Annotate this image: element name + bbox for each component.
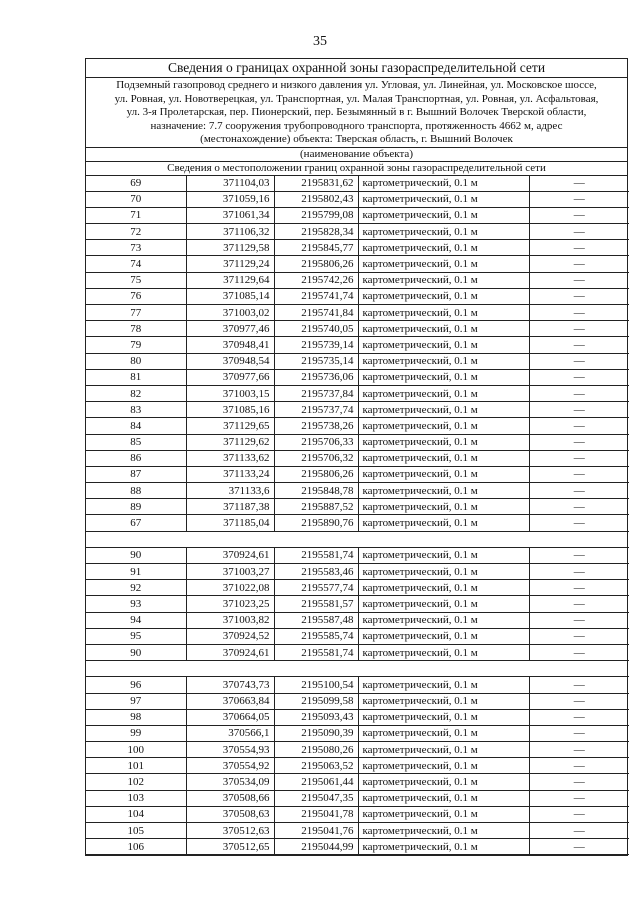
note-cell: —	[529, 758, 629, 774]
note-cell: —	[529, 790, 629, 806]
x-coordinate-cell: 371059,16	[186, 191, 274, 207]
y-coordinate-cell: 2195577,74	[274, 580, 358, 596]
table-row	[86, 564, 629, 580]
description-line: Подземный газопровод среднего и низкого давления ул. Угловая, ул. Линейная, ул. Московское шоссе,	[116, 79, 597, 91]
separator-row	[86, 661, 629, 677]
table-row	[86, 418, 629, 434]
x-coordinate-cell: 370924,61	[186, 547, 274, 563]
point-number-cell: 69	[86, 176, 186, 192]
point-number-cell: 96	[86, 677, 186, 693]
x-coordinate-cell: 371129,58	[186, 240, 274, 256]
method-cell: картометрический, 0.1 м	[358, 596, 529, 612]
note-cell: —	[529, 596, 629, 612]
point-number-cell: 88	[86, 483, 186, 499]
table-row	[86, 240, 629, 256]
x-coordinate-cell: 370924,52	[186, 628, 274, 644]
table-row	[86, 709, 629, 725]
table-row	[86, 499, 629, 515]
table-row	[86, 742, 629, 758]
point-number-cell: 74	[86, 256, 186, 272]
point-number-cell: 90	[86, 644, 186, 660]
table-row	[86, 353, 629, 369]
note-cell: —	[529, 644, 629, 660]
coordinates-table-body	[86, 176, 629, 855]
note-cell: —	[529, 385, 629, 401]
x-coordinate-cell: 370977,66	[186, 369, 274, 385]
y-coordinate-cell: 2195887,52	[274, 499, 358, 515]
point-number-cell: 85	[86, 434, 186, 450]
page-number: 35	[313, 34, 327, 49]
y-coordinate-cell: 2195736,06	[274, 369, 358, 385]
table-row	[86, 515, 629, 531]
point-number-cell: 72	[86, 224, 186, 240]
note-cell: —	[529, 839, 629, 855]
x-coordinate-cell: 371023,25	[186, 596, 274, 612]
method-cell: картометрический, 0.1 м	[358, 402, 529, 418]
method-cell: картометрический, 0.1 м	[358, 191, 529, 207]
x-coordinate-cell: 370566,1	[186, 725, 274, 741]
table-row	[86, 628, 629, 644]
y-coordinate-cell: 2195583,46	[274, 564, 358, 580]
empty-cell	[86, 661, 629, 677]
x-coordinate-cell: 371003,15	[186, 385, 274, 401]
table-row	[86, 207, 629, 223]
point-number-cell: 93	[86, 596, 186, 612]
point-number-cell: 92	[86, 580, 186, 596]
note-cell: —	[529, 369, 629, 385]
location-heading: Сведения о местоположении границ охранной зоны газораспределительной сети	[86, 162, 627, 176]
table-row	[86, 774, 629, 790]
point-number-cell: 86	[86, 450, 186, 466]
note-cell: —	[529, 483, 629, 499]
y-coordinate-cell: 2195585,74	[274, 628, 358, 644]
x-coordinate-cell: 371085,16	[186, 402, 274, 418]
description-line: назначение: 7.7 сооружения трубопроводного транспорта, протяженность 4662 м, адрес	[150, 119, 563, 132]
point-number-cell: 104	[86, 806, 186, 822]
note-cell: —	[529, 693, 629, 709]
method-cell: картометрический, 0.1 м	[358, 369, 529, 385]
table-row	[86, 321, 629, 337]
method-cell: картометрический, 0.1 м	[358, 288, 529, 304]
table-row	[86, 693, 629, 709]
note-cell: —	[529, 499, 629, 515]
table-row	[86, 806, 629, 822]
y-coordinate-cell: 2195706,33	[274, 434, 358, 450]
x-coordinate-cell: 371187,38	[186, 499, 274, 515]
note-cell: —	[529, 515, 629, 531]
point-number-cell: 100	[86, 742, 186, 758]
y-coordinate-cell: 2195828,34	[274, 224, 358, 240]
y-coordinate-cell: 2195806,26	[274, 466, 358, 482]
y-coordinate-cell: 2195740,05	[274, 321, 358, 337]
method-cell: картометрический, 0.1 м	[358, 466, 529, 482]
note-cell: —	[529, 823, 629, 839]
table-row	[86, 385, 629, 401]
point-number-cell: 67	[86, 515, 186, 531]
table-row	[86, 466, 629, 482]
x-coordinate-cell: 370534,09	[186, 774, 274, 790]
note-cell: —	[529, 176, 629, 192]
x-coordinate-cell: 370512,63	[186, 823, 274, 839]
y-coordinate-cell: 2195737,84	[274, 385, 358, 401]
method-cell: картометрический, 0.1 м	[358, 483, 529, 499]
table-row	[86, 256, 629, 272]
y-coordinate-cell: 2195587,48	[274, 612, 358, 628]
table-row	[86, 677, 629, 693]
y-coordinate-cell: 2195741,74	[274, 288, 358, 304]
y-coordinate-cell: 2195581,74	[274, 644, 358, 660]
x-coordinate-cell: 371185,04	[186, 515, 274, 531]
separator-row	[86, 531, 629, 547]
note-cell: —	[529, 806, 629, 822]
point-number-cell: 105	[86, 823, 186, 839]
description-line: ул. 3-я Пролетарская, пер. Пионерский, пер. Безымянный в г. Вышний Волочек Тверской области,	[126, 106, 587, 118]
point-number-cell: 82	[86, 385, 186, 401]
y-coordinate-cell: 2195063,52	[274, 758, 358, 774]
method-cell: картометрический, 0.1 м	[358, 207, 529, 223]
method-cell: картометрический, 0.1 м	[358, 434, 529, 450]
y-coordinate-cell: 2195047,35	[274, 790, 358, 806]
note-cell: —	[529, 224, 629, 240]
y-coordinate-cell: 2195581,74	[274, 547, 358, 563]
note-cell: —	[529, 628, 629, 644]
y-coordinate-cell: 2195093,43	[274, 709, 358, 725]
table-row	[86, 790, 629, 806]
point-number-cell: 89	[86, 499, 186, 515]
method-cell: картометрический, 0.1 м	[358, 240, 529, 256]
y-coordinate-cell: 2195845,77	[274, 240, 358, 256]
x-coordinate-cell: 371104,03	[186, 176, 274, 192]
note-cell: —	[529, 418, 629, 434]
y-coordinate-cell: 2195044,99	[274, 839, 358, 855]
point-number-cell: 79	[86, 337, 186, 353]
note-cell: —	[529, 191, 629, 207]
method-cell: картометрический, 0.1 м	[358, 774, 529, 790]
section-title: Сведения о границах охранной зоны газораспределительной сети	[86, 59, 627, 78]
note-cell: —	[529, 256, 629, 272]
x-coordinate-cell: 370512,65	[186, 839, 274, 855]
x-coordinate-cell: 371129,24	[186, 256, 274, 272]
method-cell: картометрический, 0.1 м	[358, 337, 529, 353]
y-coordinate-cell: 2195735,14	[274, 353, 358, 369]
method-cell: картометрический, 0.1 м	[358, 644, 529, 660]
note-cell: —	[529, 288, 629, 304]
method-cell: картометрический, 0.1 м	[358, 839, 529, 855]
table-row	[86, 823, 629, 839]
y-coordinate-cell: 2195099,58	[274, 693, 358, 709]
point-number-cell: 101	[86, 758, 186, 774]
method-cell: картометрический, 0.1 м	[358, 709, 529, 725]
table-row	[86, 839, 629, 855]
note-cell: —	[529, 564, 629, 580]
note-cell: —	[529, 434, 629, 450]
y-coordinate-cell: 2195061,44	[274, 774, 358, 790]
x-coordinate-cell: 371003,02	[186, 305, 274, 321]
point-number-cell: 102	[86, 774, 186, 790]
x-coordinate-cell: 371129,62	[186, 434, 274, 450]
note-cell: —	[529, 774, 629, 790]
method-cell: картометрический, 0.1 м	[358, 677, 529, 693]
table-row	[86, 224, 629, 240]
point-number-cell: 80	[86, 353, 186, 369]
x-coordinate-cell: 370948,41	[186, 337, 274, 353]
point-number-cell: 106	[86, 839, 186, 855]
note-cell: —	[529, 272, 629, 288]
method-cell: картометрический, 0.1 м	[358, 176, 529, 192]
note-cell: —	[529, 677, 629, 693]
y-coordinate-cell: 2195848,78	[274, 483, 358, 499]
y-coordinate-cell: 2195738,26	[274, 418, 358, 434]
x-coordinate-cell: 371085,14	[186, 288, 274, 304]
x-coordinate-cell: 370508,63	[186, 806, 274, 822]
x-coordinate-cell: 370554,92	[186, 758, 274, 774]
method-cell: картометрический, 0.1 м	[358, 693, 529, 709]
x-coordinate-cell: 371003,82	[186, 612, 274, 628]
point-number-cell: 90	[86, 547, 186, 563]
table-row	[86, 288, 629, 304]
method-cell: картометрический, 0.1 м	[358, 628, 529, 644]
note-cell: —	[529, 402, 629, 418]
table-row	[86, 402, 629, 418]
method-cell: картометрический, 0.1 м	[358, 564, 529, 580]
table-row	[86, 725, 629, 741]
x-coordinate-cell: 371129,64	[186, 272, 274, 288]
method-cell: картометрический, 0.1 м	[358, 418, 529, 434]
y-coordinate-cell: 2195739,14	[274, 337, 358, 353]
table-row	[86, 272, 629, 288]
note-cell: —	[529, 466, 629, 482]
method-cell: картометрический, 0.1 м	[358, 742, 529, 758]
method-cell: картометрический, 0.1 м	[358, 272, 529, 288]
note-cell: —	[529, 240, 629, 256]
point-number-cell: 103	[86, 790, 186, 806]
x-coordinate-cell: 370663,84	[186, 693, 274, 709]
y-coordinate-cell: 2195741,84	[274, 305, 358, 321]
y-coordinate-cell: 2195041,76	[274, 823, 358, 839]
y-coordinate-cell: 2195737,74	[274, 402, 358, 418]
point-number-cell: 95	[86, 628, 186, 644]
x-coordinate-cell: 370743,73	[186, 677, 274, 693]
point-number-cell: 97	[86, 693, 186, 709]
point-number-cell: 91	[86, 564, 186, 580]
x-coordinate-cell: 371133,6	[186, 483, 274, 499]
method-cell: картометрический, 0.1 м	[358, 385, 529, 401]
method-cell: картометрический, 0.1 м	[358, 256, 529, 272]
x-coordinate-cell: 371106,32	[186, 224, 274, 240]
note-cell: —	[529, 450, 629, 466]
x-coordinate-cell: 370554,93	[186, 742, 274, 758]
note-cell: —	[529, 580, 629, 596]
boundary-info-sheet	[85, 58, 628, 856]
point-number-cell: 99	[86, 725, 186, 741]
method-cell: картометрический, 0.1 м	[358, 612, 529, 628]
method-cell: картометрический, 0.1 м	[358, 321, 529, 337]
method-cell: картометрический, 0.1 м	[358, 823, 529, 839]
x-coordinate-cell: 370977,46	[186, 321, 274, 337]
y-coordinate-cell: 2195581,57	[274, 596, 358, 612]
method-cell: картометрический, 0.1 м	[358, 580, 529, 596]
method-cell: картометрический, 0.1 м	[358, 499, 529, 515]
table-row	[86, 305, 629, 321]
description-line: (местонахождение) объекта: Тверская область, г. Вышний Волочек	[200, 133, 513, 145]
note-cell: —	[529, 321, 629, 337]
table-row	[86, 612, 629, 628]
method-cell: картометрический, 0.1 м	[358, 353, 529, 369]
table-row	[86, 191, 629, 207]
point-number-cell: 87	[86, 466, 186, 482]
point-number-cell: 76	[86, 288, 186, 304]
coordinates-table	[86, 176, 629, 856]
y-coordinate-cell: 2195742,26	[274, 272, 358, 288]
method-cell: картометрический, 0.1 м	[358, 806, 529, 822]
y-coordinate-cell: 2195806,26	[274, 256, 358, 272]
table-row	[86, 758, 629, 774]
point-number-cell: 75	[86, 272, 186, 288]
empty-cell	[86, 531, 629, 547]
x-coordinate-cell: 371003,27	[186, 564, 274, 580]
method-cell: картометрический, 0.1 м	[358, 305, 529, 321]
method-cell: картометрический, 0.1 м	[358, 758, 529, 774]
table-row	[86, 450, 629, 466]
point-number-cell: 77	[86, 305, 186, 321]
y-coordinate-cell: 2195831,62	[274, 176, 358, 192]
method-cell: картометрический, 0.1 м	[358, 450, 529, 466]
x-coordinate-cell: 371129,65	[186, 418, 274, 434]
note-cell: —	[529, 207, 629, 223]
method-cell: картометрический, 0.1 м	[358, 725, 529, 741]
x-coordinate-cell: 371133,62	[186, 450, 274, 466]
point-number-cell: 71	[86, 207, 186, 223]
note-cell: —	[529, 725, 629, 741]
table-row	[86, 337, 629, 353]
table-row	[86, 580, 629, 596]
table-row	[86, 434, 629, 450]
point-number-cell: 98	[86, 709, 186, 725]
x-coordinate-cell: 371061,34	[186, 207, 274, 223]
x-coordinate-cell: 370924,61	[186, 644, 274, 660]
note-cell: —	[529, 612, 629, 628]
point-number-cell: 73	[86, 240, 186, 256]
method-cell: картометрический, 0.1 м	[358, 790, 529, 806]
table-row	[86, 176, 629, 192]
table-row	[86, 644, 629, 660]
y-coordinate-cell: 2195041,78	[274, 806, 358, 822]
object-name-label: (наименование объекта)	[86, 147, 627, 162]
y-coordinate-cell: 2195100,54	[274, 677, 358, 693]
point-number-cell: 70	[86, 191, 186, 207]
y-coordinate-cell: 2195799,08	[274, 207, 358, 223]
note-cell: —	[529, 742, 629, 758]
description-line: ул. Ровная, ул. Новотверецкая, ул. Транспортная, ул. Малая Транспортная, ул. Ровная, ул. Асфальтовая,	[114, 92, 599, 105]
method-cell: картометрический, 0.1 м	[358, 515, 529, 531]
point-number-cell: 81	[86, 369, 186, 385]
table-row	[86, 369, 629, 385]
table-row	[86, 483, 629, 499]
y-coordinate-cell: 2195802,43	[274, 191, 358, 207]
table-row	[86, 596, 629, 612]
note-cell: —	[529, 547, 629, 563]
note-cell: —	[529, 337, 629, 353]
method-cell: картометрический, 0.1 м	[358, 547, 529, 563]
point-number-cell: 78	[86, 321, 186, 337]
table-row	[86, 547, 629, 563]
x-coordinate-cell: 370948,54	[186, 353, 274, 369]
x-coordinate-cell: 371022,08	[186, 580, 274, 596]
note-cell: —	[529, 709, 629, 725]
object-description	[86, 78, 627, 147]
y-coordinate-cell: 2195090,39	[274, 725, 358, 741]
y-coordinate-cell: 2195706,32	[274, 450, 358, 466]
x-coordinate-cell: 370664,05	[186, 709, 274, 725]
x-coordinate-cell: 370508,66	[186, 790, 274, 806]
note-cell: —	[529, 353, 629, 369]
point-number-cell: 84	[86, 418, 186, 434]
method-cell: картометрический, 0.1 м	[358, 224, 529, 240]
y-coordinate-cell: 2195080,26	[274, 742, 358, 758]
x-coordinate-cell: 371133,24	[186, 466, 274, 482]
point-number-cell: 94	[86, 612, 186, 628]
point-number-cell: 83	[86, 402, 186, 418]
note-cell: —	[529, 305, 629, 321]
y-coordinate-cell: 2195890,76	[274, 515, 358, 531]
